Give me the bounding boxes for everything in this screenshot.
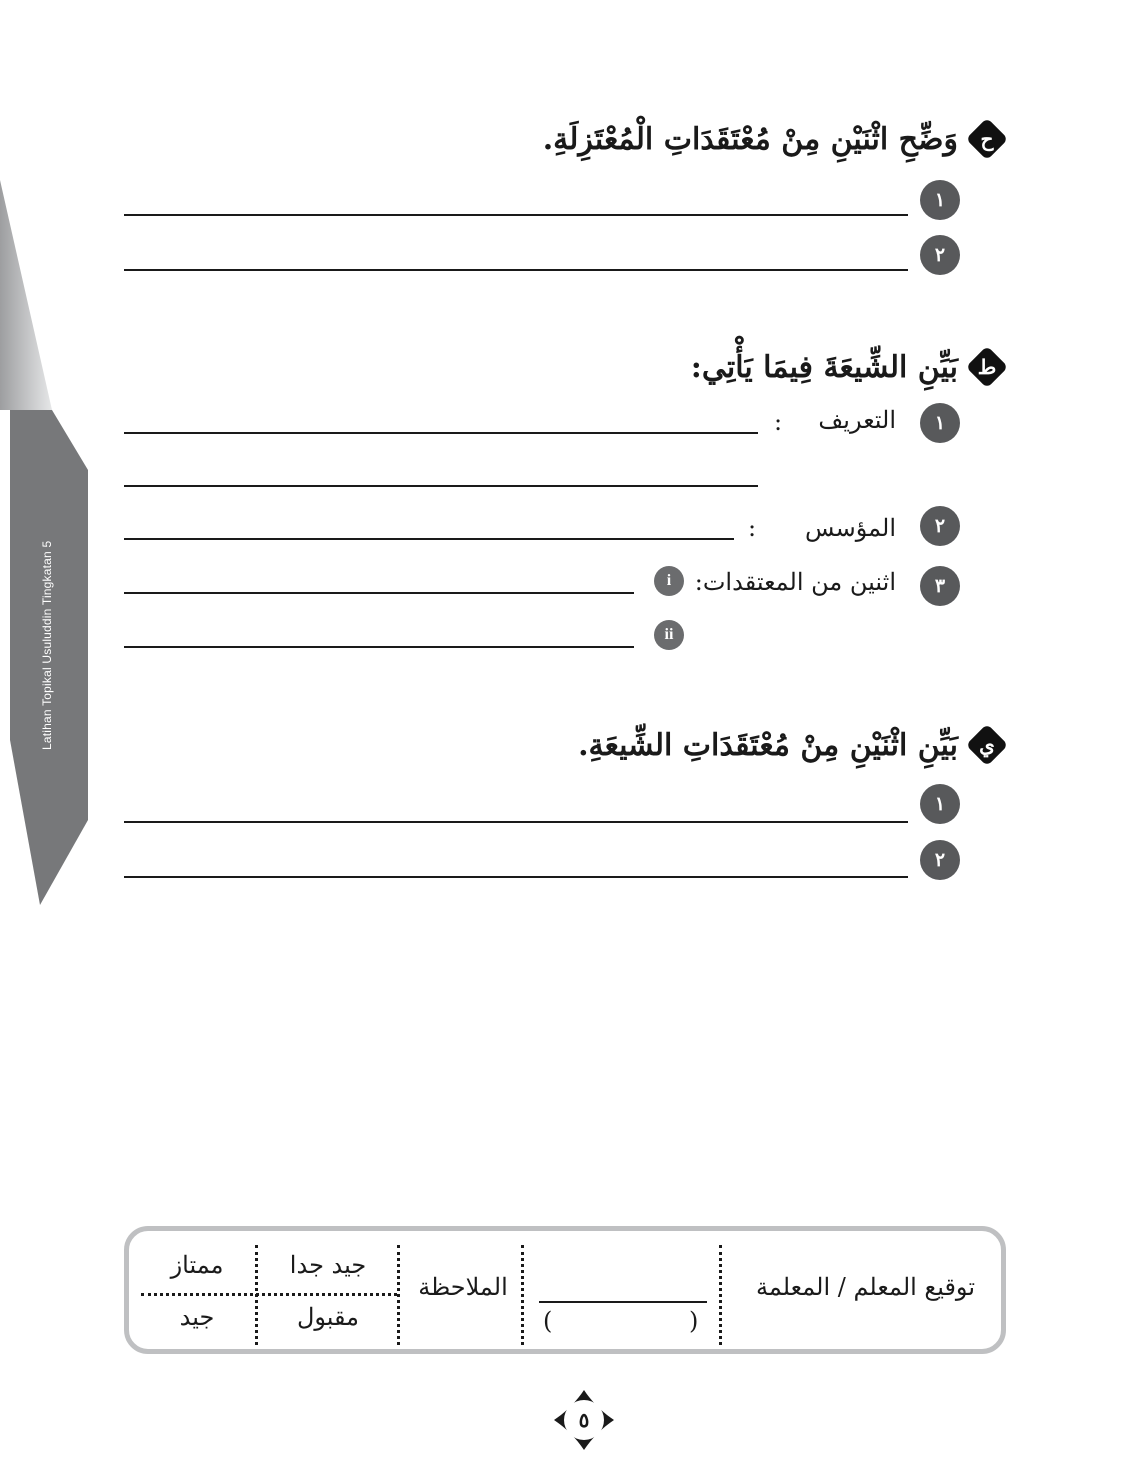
question-letter-badge: ط xyxy=(968,348,1006,386)
item-number: ٢ xyxy=(920,235,960,275)
definition-label: التعريف xyxy=(818,406,896,434)
answer-line[interactable] xyxy=(124,432,758,434)
sub-item-number: i xyxy=(654,566,684,596)
question-ya-text: بَيِّنِ اثْنَيْنِ مِنْ مُعْتَقَدَاتِ الشِّيعَةِ. xyxy=(578,727,958,763)
answer-line[interactable] xyxy=(124,485,758,487)
question-ha-text: وَضِّحِ اثْنَيْنِ مِنْ مُعْتَقَدَاتِ الْمُعْتَزِلَةِ. xyxy=(542,121,958,157)
signature-line[interactable] xyxy=(539,1301,707,1303)
divider xyxy=(397,1245,400,1345)
answer-line[interactable] xyxy=(124,821,908,823)
grade-divider xyxy=(141,1293,397,1296)
question-ha-header xyxy=(543,112,1006,166)
item-number: ٣ xyxy=(920,566,960,606)
item-number: ٢ xyxy=(920,840,960,880)
page-number: ٥ xyxy=(578,1408,590,1432)
side-tab-label: Latihan Topikal Usuluddin Tingkatan 5 xyxy=(40,540,54,750)
item-number: ١ xyxy=(920,403,960,443)
grade-acceptable[interactable]: مقبول xyxy=(296,1303,360,1331)
sub-item-number: ii xyxy=(654,620,684,650)
teacher-signature-label: توقيع المعلم / المعلمة xyxy=(755,1273,975,1301)
item-number: ١ xyxy=(920,180,960,220)
colon: : xyxy=(774,408,783,436)
question-letter-badge: ح xyxy=(968,120,1006,158)
item-number: ١ xyxy=(920,784,960,824)
divider xyxy=(521,1245,524,1345)
grade-very-good[interactable]: جيد جدا xyxy=(289,1251,367,1279)
question-ta-header xyxy=(691,340,1006,394)
answer-line[interactable] xyxy=(124,538,734,540)
divider xyxy=(719,1245,722,1345)
item-number: ٢ xyxy=(920,506,960,546)
answer-line[interactable] xyxy=(124,876,908,878)
grade-good[interactable]: جيد xyxy=(179,1303,215,1331)
answer-line[interactable] xyxy=(124,592,634,594)
grade-excellent[interactable]: ممتاز xyxy=(170,1251,224,1279)
question-letter-badge: ي xyxy=(968,726,1006,764)
answer-line[interactable] xyxy=(124,269,908,271)
question-ya-header xyxy=(578,718,1006,772)
beliefs-label: اثنين من المعتقدات: xyxy=(694,568,896,596)
paren-open: ( xyxy=(543,1307,553,1335)
grading-box xyxy=(124,1226,1006,1354)
colon: : xyxy=(748,514,757,542)
remarks-label: الملاحظة xyxy=(418,1273,508,1301)
founder-label: المؤسس xyxy=(805,514,896,542)
divider xyxy=(255,1245,258,1345)
answer-line[interactable] xyxy=(124,646,634,648)
paren-close: ) xyxy=(689,1307,699,1335)
answer-line[interactable] xyxy=(124,214,908,216)
question-ta-text: بَيِّنِ الشِّيعَةَ فِيمَا يَأْتِي: xyxy=(690,349,958,385)
